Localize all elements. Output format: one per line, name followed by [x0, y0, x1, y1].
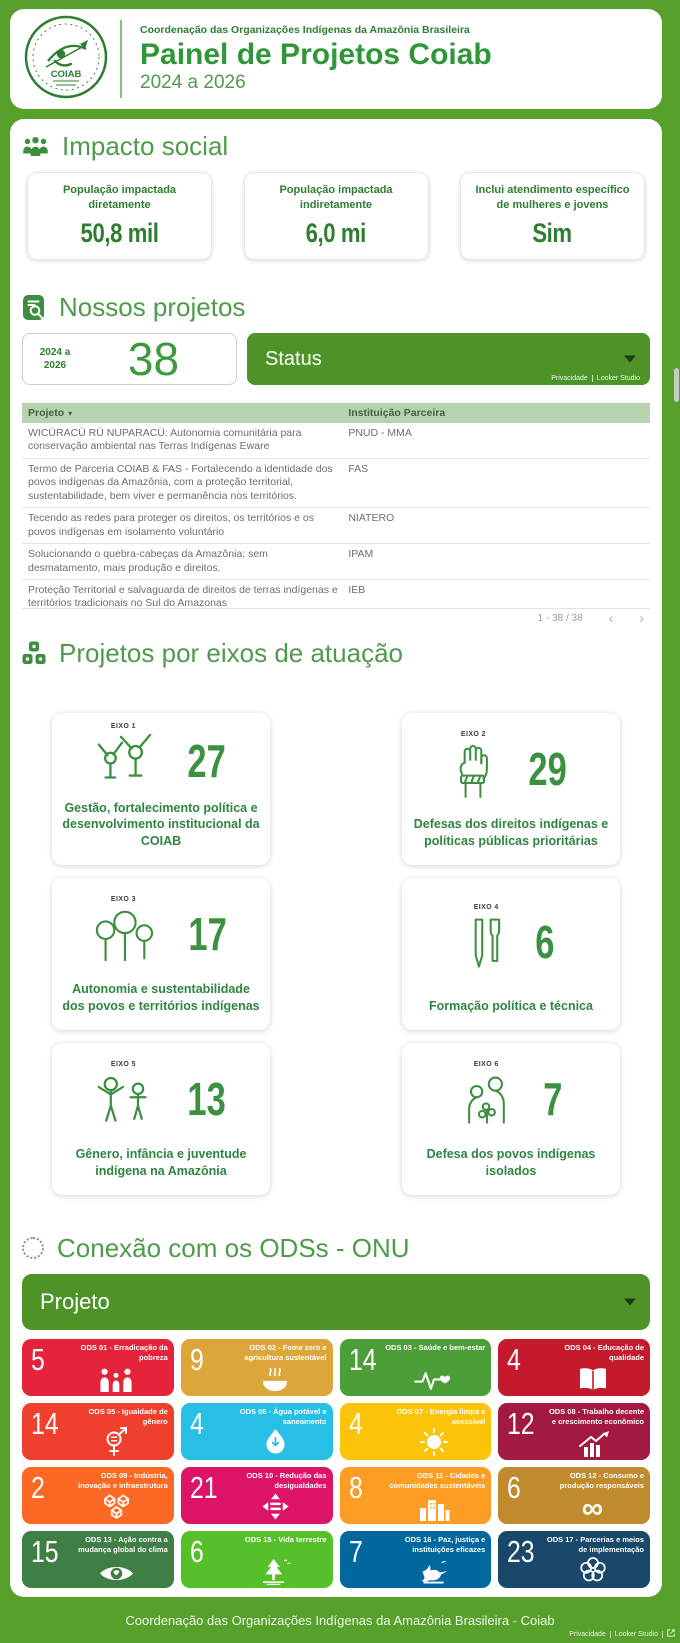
table-pagination — [22, 608, 650, 628]
trees-icon — [88, 906, 158, 971]
table-row — [22, 423, 650, 459]
footer-text: Coordenação das Organizações Indígenas da Amazônia Brasileira - Coiab — [125, 1612, 555, 1628]
ods-label: ODS 05 - Igualdade de gênero — [88, 1406, 168, 1426]
scorecard-label: 2024 a 2026 — [39, 346, 71, 371]
cell-instituicao: PNUD - MMA — [348, 427, 412, 439]
blocks-icon — [22, 641, 46, 665]
city-buildings-icon — [417, 1495, 451, 1521]
embed-footer-divider — [592, 375, 593, 382]
header-titles — [140, 24, 492, 95]
eixo-caption: Autonomia e sustentabilidade dos povos e territórios indígenas — [62, 982, 260, 1013]
equality-arrows-icon — [261, 1492, 290, 1521]
projects-scorecard — [22, 333, 237, 385]
ods-label: ODS 17 - Parcerias e meios de implementação — [546, 1534, 644, 1554]
cell-instituicao: IEB — [348, 583, 366, 596]
metric-value: 50,8 mil — [80, 217, 159, 248]
peace-dove-icon — [417, 1558, 451, 1585]
page-subtitle: 2024 a 2026 — [140, 72, 246, 94]
eixo-tag: EIXO 2 — [460, 731, 486, 739]
looker-studio-link[interactable]: Looker Studio — [596, 375, 640, 382]
chevron-down-icon — [624, 356, 636, 363]
ods-label: ODS 11 - Cidades e comunidades sustentáveis — [389, 1470, 486, 1490]
ods-count: 4 — [507, 1341, 522, 1377]
ods-tile-07 — [340, 1403, 492, 1460]
prev-page-icon[interactable]: ‹ — [608, 610, 614, 627]
cell-projeto: Termo de Parceria COIAB & FAS - Fortalecendo a identidade dos povos indígenas da Amazônia, com a proteção territorial, sustentabilidade, bem viver e permanência nos territórios. — [28, 462, 333, 502]
eixo-caption: Defesa dos povos indígenas isolados — [426, 1147, 596, 1178]
ods-label: ODS 02 - Fome zero e agricultura sustentável — [244, 1342, 327, 1362]
eixo-card-3 — [52, 878, 270, 1030]
table-row — [22, 508, 650, 544]
infinity-loop-icon: ∞ — [581, 1492, 604, 1524]
ods-label: ODS 03 - Saúde e bem-estar — [385, 1342, 486, 1352]
metric-label: População impactada indiretamente — [279, 184, 393, 211]
raised-fist-icon — [448, 741, 498, 806]
privacy-link[interactable]: Privacidade — [569, 1630, 606, 1638]
ods-label: ODS 15 - Vida terrestre — [244, 1534, 327, 1544]
cell-projeto: Proteção Territorial e salvaguarda de direitos de terras indígenas e territórios tradicionais no Sul do Amazonas — [28, 583, 338, 608]
org-name: Coordenação das Organizações Indígenas da Amazônia Brasileira — [140, 23, 470, 36]
projeto-filter-dropdown[interactable] — [22, 1274, 650, 1330]
ods-tile-06 — [181, 1403, 333, 1460]
metric-value: Sim — [532, 217, 573, 248]
metric-label: Inclui atendimento específico de mulheres e jovens — [475, 184, 630, 211]
heartbeat-icon — [413, 1368, 455, 1393]
section-impacto-social — [22, 131, 650, 162]
sort-caret-icon: ▾ — [68, 409, 73, 418]
ods-count: 23 — [507, 1533, 535, 1569]
ods-count: 7 — [348, 1533, 363, 1569]
eixo-count: 29 — [528, 742, 568, 795]
ods-count: 14 — [348, 1341, 377, 1377]
ods-label: ODS 12 - Consumo e produção responsáveis — [559, 1470, 644, 1490]
ods-tile-12 — [498, 1467, 650, 1524]
table-row — [22, 580, 650, 608]
ods-tile-08 — [498, 1403, 650, 1460]
eixo-card-2 — [402, 713, 620, 865]
ods-count: 8 — [348, 1469, 363, 1505]
eixo-tag: EIXO 6 — [473, 1061, 499, 1069]
embed-footer-divider — [662, 1631, 663, 1638]
family-icon — [97, 1366, 135, 1393]
coiab-logo — [24, 15, 108, 104]
cell-projeto: WICÜRACÜ RÜ NUPARACÜ: Autonomia comunitária para conservação ambiental nas Terras Indígenas Eware — [28, 427, 302, 453]
column-header-instituicao[interactable]: Instituição Parceira — [348, 407, 446, 419]
ods-label: ODS 07 - Energia limpa e acessível — [396, 1406, 486, 1426]
people-celebrating-icon — [89, 733, 157, 798]
terrestrial-tree-icon — [259, 1558, 292, 1585]
eixo-count: 17 — [188, 907, 228, 960]
ods-count: 21 — [189, 1469, 218, 1505]
eixo-count: 7 — [543, 1072, 563, 1125]
cubes-icon — [101, 1494, 132, 1521]
eixo-card-1 — [52, 713, 270, 865]
cell-instituicao: FAS — [348, 462, 369, 475]
climate-eye-icon — [98, 1562, 135, 1585]
ods-label: ODS 01 - Erradicação da pobreza — [80, 1342, 168, 1362]
looker-studio-link[interactable]: Looker Studio — [614, 1630, 658, 1638]
ods-count: 4 — [189, 1405, 204, 1441]
ods-label: ODS 13 - Ação contra a mudança global do clima — [78, 1534, 168, 1554]
ods-count: 14 — [31, 1405, 59, 1441]
eixo-card-4 — [402, 878, 620, 1030]
food-bowl-icon — [259, 1367, 291, 1393]
scrollbar-thumb[interactable] — [674, 368, 679, 402]
embed-footer — [551, 375, 640, 382]
projects-filter-row — [22, 333, 650, 385]
ods-count: 5 — [31, 1341, 45, 1377]
ods-tile-13 — [22, 1531, 174, 1588]
ods-count: 6 — [189, 1533, 204, 1569]
eixo-count: 13 — [187, 1072, 227, 1125]
report-body — [10, 119, 662, 1597]
eixo-card-5 — [52, 1043, 270, 1195]
ods-count: 15 — [31, 1533, 59, 1569]
eixo-card-6 — [402, 1043, 620, 1195]
section-nossos-projetos — [22, 292, 650, 323]
dropdown-label: Status — [265, 347, 322, 370]
section-ods — [22, 1233, 650, 1264]
section-title-label: Impacto social — [62, 131, 229, 161]
ods-label: ODS 09 - Indústria, inovação e infraestrutura — [78, 1470, 168, 1490]
projects-table — [22, 403, 650, 628]
ods-tile-01 — [22, 1339, 174, 1396]
header-divider — [120, 20, 122, 98]
ods-tile-03 — [340, 1339, 492, 1396]
partnership-flower-icon — [578, 1555, 608, 1585]
cell-instituicao: NIATERO — [348, 512, 395, 525]
ods-tile-17 — [498, 1531, 650, 1588]
next-page-icon[interactable]: › — [639, 610, 644, 627]
impact-cards — [22, 172, 650, 260]
sun-energy-icon — [419, 1427, 449, 1457]
eixo-caption: Gestão, fortalecimento política e desenvolvimento institucional da COIAB — [62, 801, 260, 848]
section-title-label: Projetos por eixos de atuação — [59, 637, 403, 668]
ods-count: 2 — [31, 1469, 45, 1505]
groups-icon — [22, 136, 49, 157]
ods-tile-11 — [340, 1467, 492, 1524]
page-footer — [0, 1597, 680, 1643]
gender-equality-icon — [101, 1427, 131, 1457]
ods-tile-10 — [181, 1467, 333, 1524]
eixo-tag: EIXO 5 — [110, 1061, 136, 1069]
ods-label: ODS 04 - Educação de qualidade — [564, 1342, 644, 1362]
dropdown-label: Projeto — [40, 1288, 110, 1314]
ods-label: ODS 10 - Redução das desigualdades — [246, 1470, 327, 1490]
section-eixos — [22, 638, 650, 669]
ods-tile-05 — [22, 1403, 174, 1460]
privacy-link[interactable]: Privacidade — [551, 375, 588, 382]
section-title-label: Nossos projetos — [59, 292, 246, 322]
impact-card-direct — [27, 172, 212, 260]
table-row — [22, 459, 650, 508]
children-icon — [89, 1071, 157, 1136]
section-title-label: Conexão com os ODSs - ONU — [57, 1232, 410, 1263]
logo-text: COIAB — [50, 68, 82, 80]
ods-label: ODS 06 - Água potável e saneamento — [239, 1406, 327, 1426]
eixo-count: 6 — [535, 915, 555, 968]
projects-count: 38 — [127, 333, 180, 385]
water-drop-icon — [264, 1428, 287, 1457]
eixo-caption: Formação política e técnica — [429, 998, 593, 1013]
ods-tile-09 — [22, 1467, 174, 1524]
status-filter-dropdown[interactable] — [247, 333, 650, 385]
eixo-tag: EIXO 1 — [110, 723, 136, 731]
cell-instituicao: IPAM — [348, 548, 374, 561]
page-title: Painel de Projetos Coiab — [140, 37, 492, 71]
isolated-people-icon — [456, 1071, 516, 1136]
sun-dots-icon — [22, 1237, 44, 1259]
report-header — [10, 9, 662, 109]
pagination-range: 1 - 38 / 38 — [537, 612, 583, 624]
growth-chart-icon — [576, 1431, 610, 1457]
ods-count: 6 — [507, 1469, 522, 1505]
open-in-new-icon[interactable] — [667, 1629, 675, 1639]
eixo-caption: Gênero, infância e juventude indígena na Amazônia — [75, 1147, 247, 1178]
cell-projeto: Solucionando o quebra-cabeças da Amazônia: sem desmatamento, mais produção e direitos. — [28, 548, 268, 574]
ods-tile-04 — [498, 1339, 650, 1396]
table-header-row — [22, 403, 650, 423]
ods-count: 4 — [348, 1405, 363, 1441]
metric-label: População impactada diretamente — [62, 184, 177, 211]
open-book-icon — [576, 1366, 610, 1393]
ods-count: 12 — [507, 1405, 535, 1441]
impact-card-indirect — [244, 172, 429, 260]
ods-label: ODS 08 - Trabalho decente e crescimento econômico — [548, 1406, 644, 1426]
ods-tile-15 — [181, 1531, 333, 1588]
eixo-caption: Defesas dos direitos indígenas e políticas públicas prioritárias — [413, 817, 609, 848]
eixo-tag: EIXO 3 — [110, 896, 136, 904]
eixo-count: 27 — [187, 734, 227, 787]
pencil-and-screwdriver-icon — [464, 914, 508, 979]
ods-count: 9 — [189, 1341, 204, 1377]
chevron-down-icon — [624, 1298, 636, 1305]
metric-value: 6,0 mi — [305, 217, 367, 248]
embed-footer-divider — [610, 1631, 611, 1638]
eixo-tag: EIXO 4 — [473, 904, 499, 912]
ods-tile-16 — [340, 1531, 492, 1588]
embed-footer — [569, 1629, 675, 1639]
impact-card-women-youth — [460, 172, 645, 260]
cell-projeto: Tecendo as redes para proteger os direitos, os territórios e os povos indígenas em isolamento voluntário — [28, 512, 314, 538]
project-search-icon — [22, 294, 46, 321]
eixos-grid — [22, 713, 650, 1195]
column-header-projeto[interactable]: Projeto ▾ — [28, 407, 73, 419]
ods-tile-02 — [181, 1339, 333, 1396]
table-row — [22, 544, 650, 580]
ods-grid — [22, 1339, 650, 1588]
ods-label: ODS 16 - Paz, justiça e instituições eficazes — [404, 1534, 486, 1554]
